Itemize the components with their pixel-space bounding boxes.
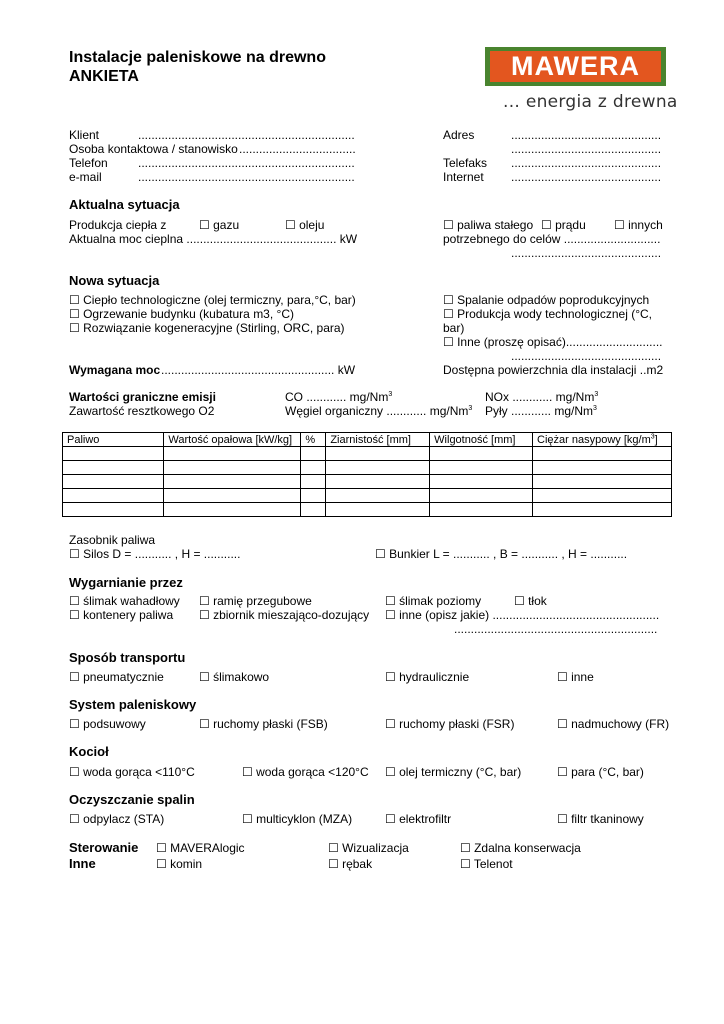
checkbox-fsb[interactable]: ☐ ruchomy płaski (FSB): [199, 717, 328, 731]
pyly-field[interactable]: Pyły ............ mg/Nm$^3$: [485, 404, 597, 418]
checkbox-oleju[interactable]: ☐ oleju: [285, 218, 325, 232]
form-title: Instalacje paleniskowe na drewno: [69, 49, 326, 66]
checkbox-woda-technologiczna[interactable]: ☐ Produkcja wody technologicznej (°C,: [443, 307, 652, 321]
checkbox-pneumatycznie[interactable]: ☐ pneumatycznie: [69, 670, 164, 684]
table-row[interactable]: [63, 503, 672, 517]
woda-technologiczna-cont: bar): [443, 321, 465, 335]
checkbox-wygarnianie-inne[interactable]: ☐ inne (opisz jakie) ..................................................: [385, 608, 660, 622]
wymagana-moc-label: Wymagana moc: [69, 363, 161, 377]
checkbox-zbiornik[interactable]: ☐ zbiornik mieszająco-dozujący: [199, 608, 370, 622]
mawera-logo: [485, 47, 666, 86]
col-wilgotnosc: Wilgotność [mm]: [430, 433, 533, 447]
co-field[interactable]: CO ............ mg/Nm$^3$: [285, 390, 393, 404]
checkbox-zdalna-konserwacja[interactable]: ☐ Zdalna konserwacja: [460, 841, 581, 855]
checkbox-inne[interactable]: ☐ Inne (proszę opisać).............................: [443, 335, 663, 349]
checkbox-woda-120[interactable]: ☐ woda gorąca <120°C: [242, 765, 369, 779]
telefaks-field[interactable]: .............................................: [511, 156, 662, 170]
logo-tagline: ... energia z drewna: [503, 92, 678, 112]
form-subtitle: ANKIETA: [69, 68, 139, 85]
transport-heading: Sposób transportu: [69, 650, 186, 665]
table-row[interactable]: [63, 475, 672, 489]
table-row[interactable]: [63, 489, 672, 503]
checkbox-wizualizacja[interactable]: ☐ Wizualizacja: [328, 841, 409, 855]
checkbox-olej-termiczny[interactable]: ☐ olej termiczny (°C, bar): [385, 765, 522, 779]
inne-heading: Inne: [69, 856, 96, 871]
wegiel-field[interactable]: Węgiel organiczny ............ mg/Nm$^3$: [285, 404, 473, 418]
checkbox-cieplo-technologiczne[interactable]: ☐ Ciepło technologiczne (olej termiczny, para,°C, bar): [69, 293, 356, 307]
checkbox-slimakowo[interactable]: ☐ ślimakowo: [199, 670, 270, 684]
wygarnianie-inne-field[interactable]: .............................................................: [454, 622, 658, 636]
email-field[interactable]: .................................................................: [138, 170, 355, 184]
checkbox-fsr[interactable]: ☐ ruchomy płaski (FSR): [385, 717, 515, 731]
aktualna-heading: Aktualna sytuacja: [69, 197, 180, 212]
zasobnik-heading: Zasobnik paliwa: [69, 533, 156, 547]
osoba-field[interactable]: ...................................: [239, 142, 356, 156]
produkcja-label: Produkcja ciepła z: [69, 218, 167, 232]
col-procent: %: [301, 433, 326, 447]
checkbox-innych[interactable]: ☐ innych: [614, 218, 663, 232]
table-header-row: [63, 433, 672, 447]
telefon-field[interactable]: .................................................................: [138, 156, 355, 170]
col-ciezar: Ciężar nasypowy $[kg/m^3]$: [533, 433, 672, 447]
checkbox-paliwa[interactable]: ☐ paliwa stałego: [443, 218, 534, 232]
checkbox-odpylacz[interactable]: ☐ odpylacz (STA): [69, 812, 165, 826]
kociol-heading: Kocioł: [69, 744, 109, 759]
oczyszczanie-heading: Oczyszczanie spalin: [69, 792, 195, 807]
col-wartosc-opalowa: Wartość opałowa [kW/kg]: [164, 433, 301, 447]
checkbox-ramie-przegubowe[interactable]: ☐ ramię przegubowe: [199, 594, 312, 608]
checkbox-telenot[interactable]: ☐ Telenot: [460, 857, 513, 871]
telefaks-label: Telefaks: [443, 156, 488, 170]
wymagana-moc-field[interactable]: .................................................... kW: [161, 363, 356, 377]
adres-field-2[interactable]: .............................................: [511, 142, 662, 156]
system-heading: System paleniskowy: [69, 697, 197, 712]
telefon-label: Telefon: [69, 156, 108, 170]
checkbox-rebak[interactable]: ☐ rębak: [328, 857, 373, 871]
potrzebnego-field-2[interactable]: .............................................: [511, 246, 662, 260]
osoba-label: Osoba kontaktowa / stanowisko: [69, 142, 238, 156]
wygarnianie-heading: Wygarnianie przez: [69, 575, 183, 590]
checkbox-hydraulicznie[interactable]: ☐ hydraulicznie: [385, 670, 470, 684]
aktualna-moc-field[interactable]: Aktualna moc cieplna ............................................. kW: [69, 232, 358, 246]
checkbox-elektrofiltr[interactable]: ☐ elektrofiltr: [385, 812, 452, 826]
checkbox-podsuwowy[interactable]: ☐ podsuwowy: [69, 717, 146, 731]
table-row[interactable]: [63, 461, 672, 475]
checkbox-tlok[interactable]: ☐ tłok: [514, 594, 547, 608]
checkbox-slimak-poziomy[interactable]: ☐ ślimak poziomy: [385, 594, 482, 608]
checkbox-slimak-wahadlowy[interactable]: ☐ ślimak wahadłowy: [69, 594, 180, 608]
col-paliwo: Paliwo: [63, 433, 164, 447]
checkbox-filtr-tkaninowy[interactable]: ☐ filtr tkaninowy: [557, 812, 644, 826]
checkbox-transport-inne[interactable]: ☐ inne: [557, 670, 594, 684]
table-row[interactable]: [63, 447, 672, 461]
adres-label: Adres: [443, 128, 475, 142]
internet-label: Internet: [443, 170, 484, 184]
klient-field[interactable]: .................................................................: [138, 128, 355, 142]
checkbox-silos[interactable]: ☐ Silos D = ........... , H = ...........: [69, 547, 241, 561]
checkbox-spalanie-odpadow[interactable]: ☐ Spalanie odpadów poprodukcyjnych: [443, 293, 650, 307]
potrzebnego-field[interactable]: potrzebnego do celów .............................: [443, 232, 661, 246]
checkbox-komin[interactable]: ☐ komin: [156, 857, 203, 871]
inne-field[interactable]: .............................................: [511, 349, 662, 363]
powierzchnia-field[interactable]: Dostępna powierzchnia dla instalacji ..m2: [443, 363, 664, 377]
checkbox-ogrzewanie[interactable]: ☐ Ogrzewanie budynku (kubatura m3, °C): [69, 307, 294, 321]
checkbox-maveralogic[interactable]: ☐ MAVERAlogic: [156, 841, 245, 855]
zawartosc-o2-label: Zawartość resztkowego O2: [69, 404, 215, 418]
checkbox-bunkier[interactable]: ☐ Bunkier L = ........... , B = ........... , H = ...........: [375, 547, 628, 561]
sterowanie-heading: Sterowanie: [69, 840, 139, 855]
klient-label: Klient: [69, 128, 100, 142]
checkbox-kontenery[interactable]: ☐ kontenery paliwa: [69, 608, 174, 622]
checkbox-kogeneracja[interactable]: ☐ Rozwiązanie kogeneracyjne (Stirling, ORC, para): [69, 321, 345, 335]
col-ziarnistosc: Ziarnistość [mm]: [326, 433, 430, 447]
emisje-heading: Wartości graniczne emisji: [69, 390, 216, 404]
checkbox-fr[interactable]: ☐ nadmuchowy (FR): [557, 717, 670, 731]
nowa-heading: Nowa sytuacja: [69, 273, 160, 288]
adres-field[interactable]: .............................................: [511, 128, 662, 142]
internet-field[interactable]: .............................................: [511, 170, 662, 184]
checkbox-pradu[interactable]: ☐ prądu: [541, 218, 586, 232]
fuel-table: [62, 432, 672, 517]
logo-text: MAWERA: [511, 51, 640, 81]
checkbox-para[interactable]: ☐ para (°C, bar): [557, 765, 644, 779]
email-label: e-mail: [69, 170, 102, 184]
checkbox-gazu[interactable]: ☐ gazu: [199, 218, 240, 232]
checkbox-multicyklon[interactable]: ☐ multicyklon (MZA): [242, 812, 353, 826]
checkbox-woda-110[interactable]: ☐ woda gorąca <110°C: [69, 765, 195, 779]
nox-field[interactable]: NOx ............ mg/Nm$^3$: [485, 390, 599, 404]
